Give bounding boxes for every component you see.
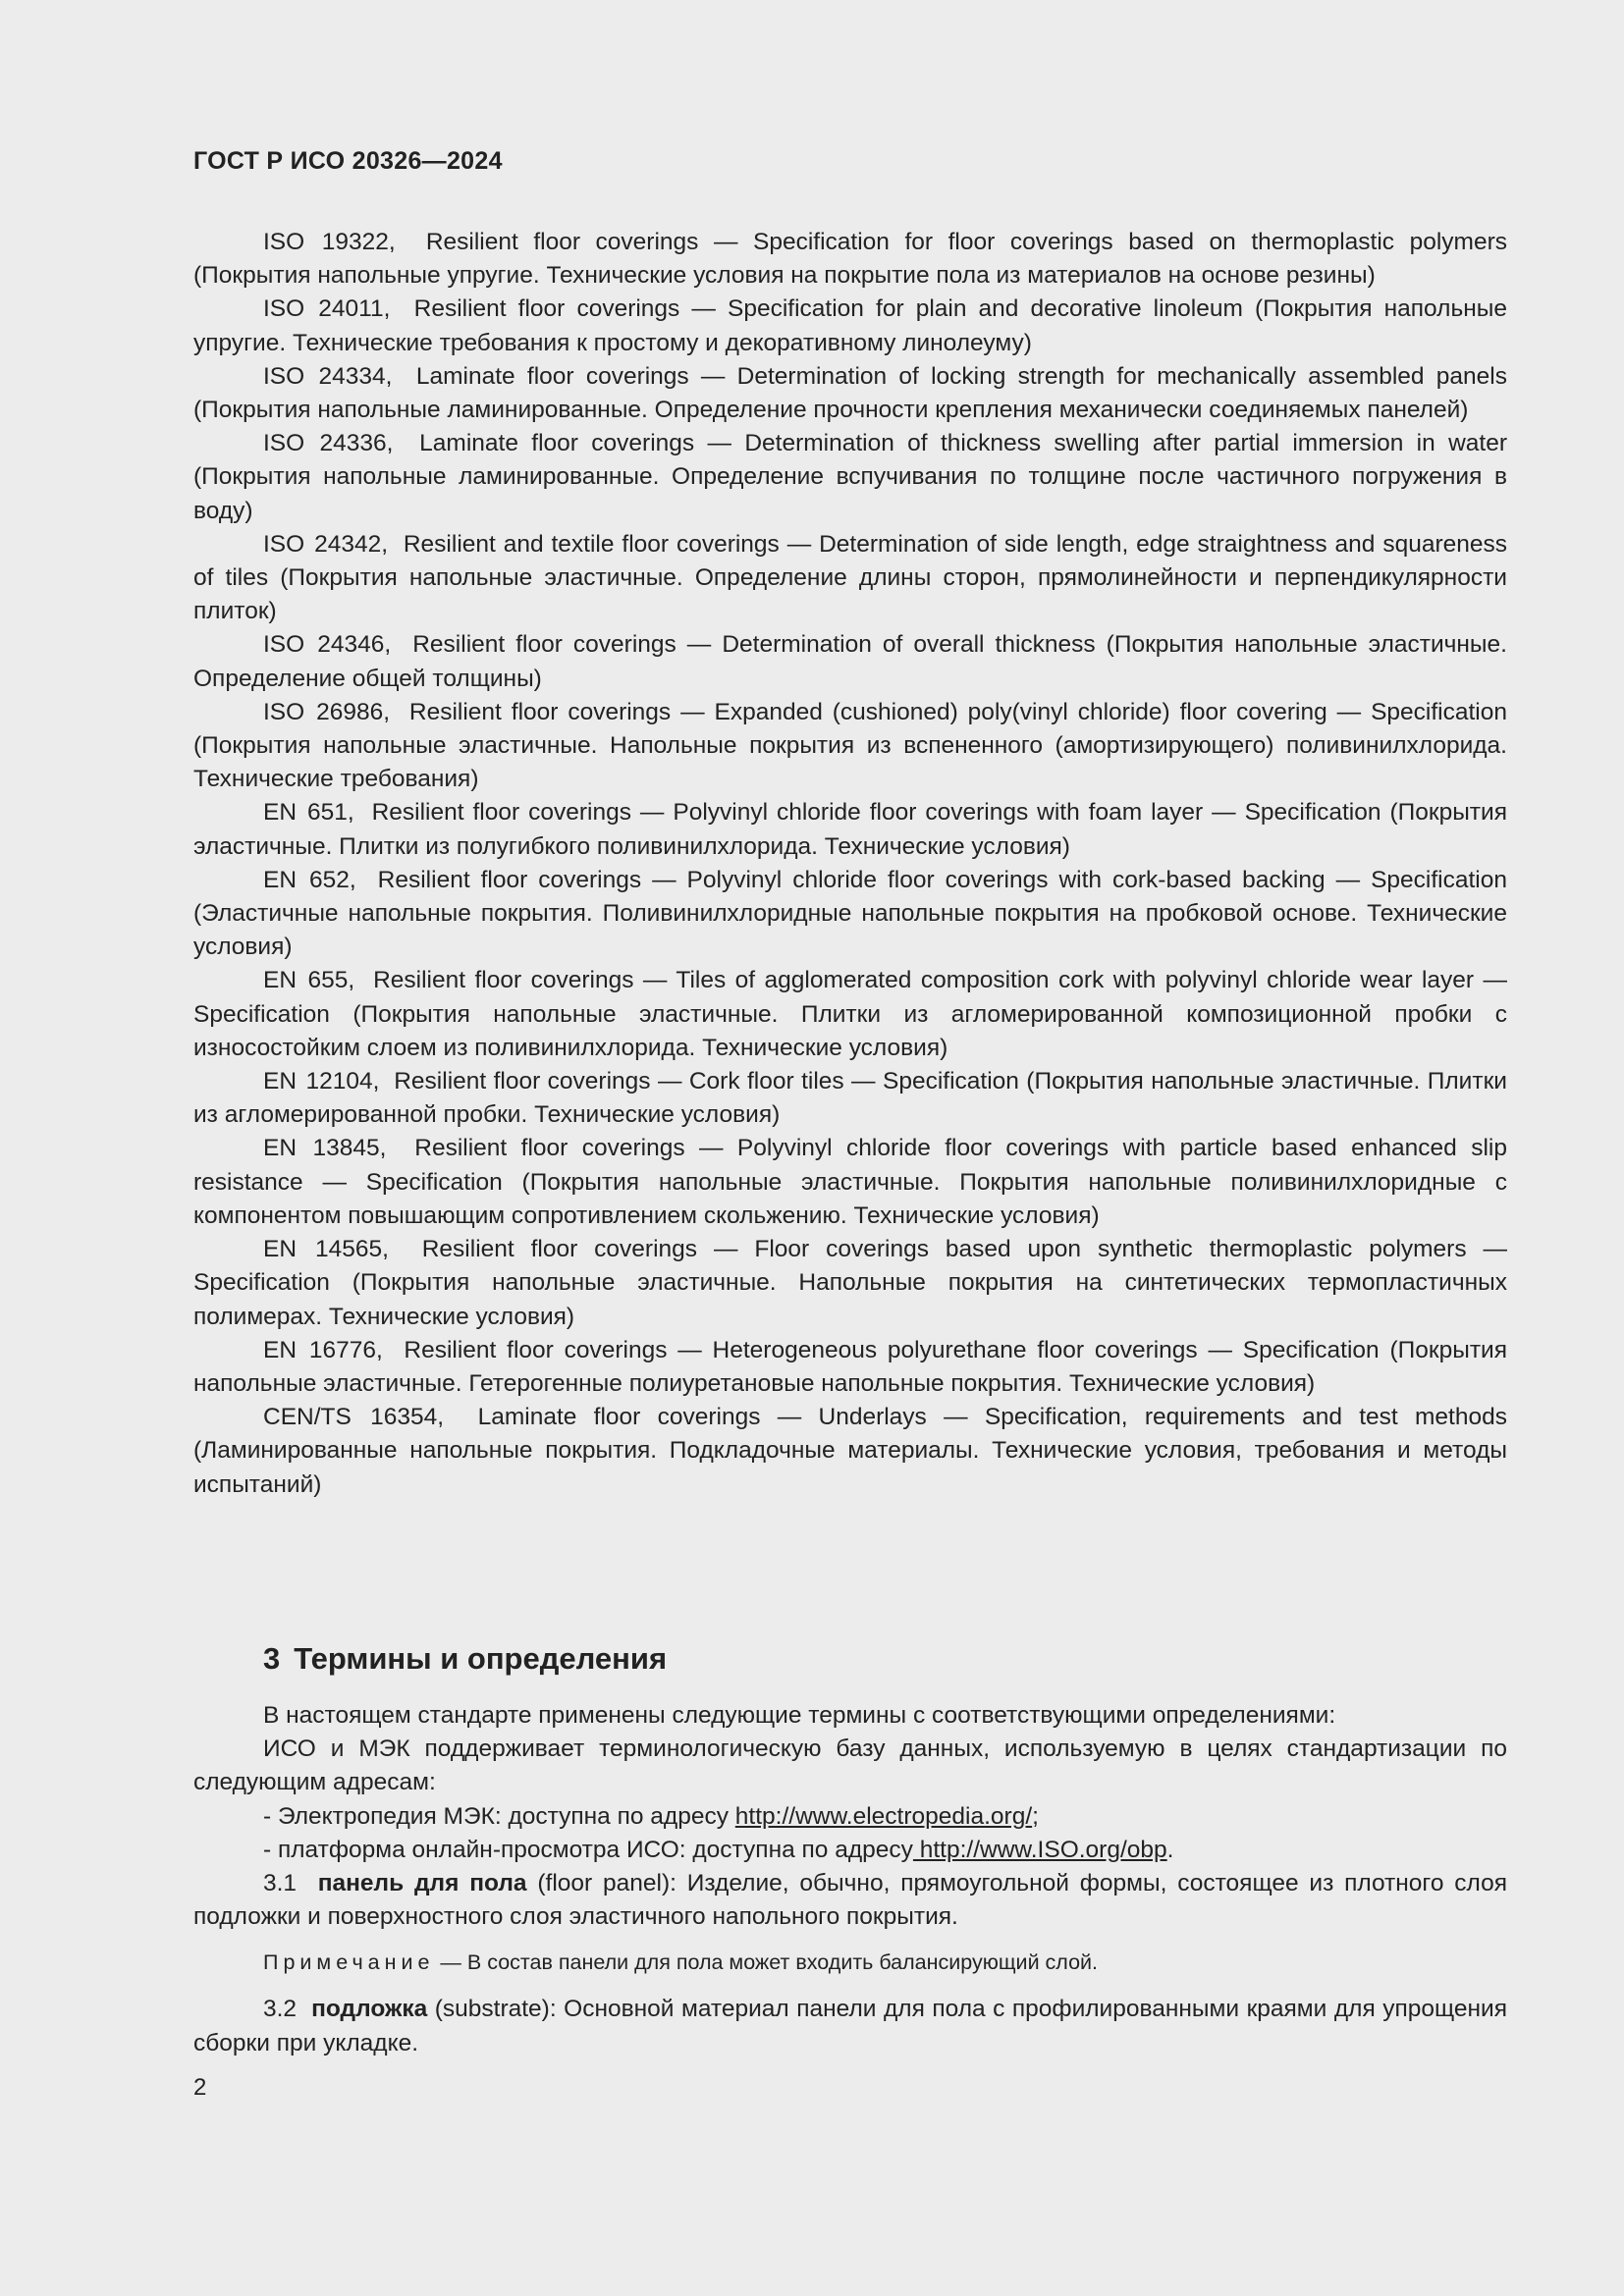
page-number: 2 (193, 2074, 207, 2101)
reference-code: ISO 24011, (263, 295, 391, 323)
reference-item (193, 864, 1507, 965)
reference-item (193, 1065, 1507, 1132)
reference-item (193, 528, 1507, 629)
section-number: 3 (263, 1641, 281, 1676)
reference-text: Resilient and textile floor coverings — Determination of side length, edge straightness and squareness of tiles (Покрытия напольные эластичные. Определение длины сторон, прямолинейности и перпендикулярности плиток) (193, 530, 1507, 625)
note-text: — В состав панели для пола может входить балансирующий слой. (434, 1950, 1099, 1975)
normative-references-list (193, 226, 1507, 1502)
intro-paragraph: В настоящем стандарте применены следующие термины с соответствующими определениями: (263, 1702, 1336, 1729)
electropedia-link[interactable]: http://www.electropedia.org/ (734, 1802, 1033, 1830)
reference-item (193, 427, 1507, 528)
reference-code: EN 651, (263, 799, 354, 827)
reference-text: Laminate floor coverings — Determination of locking strength for mechanically assembled panels (Покрытия напольные ламинированные. Определение прочности крепления механически соединяемых панелей) (193, 362, 1507, 424)
reference-code: EN 12104, (263, 1068, 380, 1095)
reference-text: Resilient floor coverings — Cork floor tiles — Specification (Покрытия напольные эластичные. Плитки из агломерированной пробки. Технические условия) (193, 1068, 1507, 1129)
reference-item (193, 628, 1507, 695)
section-title-text: Термины и определения (294, 1641, 668, 1676)
term-entry-floor-panel (193, 1867, 1507, 1934)
section-heading (263, 1641, 667, 1677)
term-name: подложка (311, 1996, 428, 2023)
reference-text: Laminate floor coverings — Determination of thickness swelling after partial immersion in water (Покрытия напольные ламинированные. Определение вспучивания по толщине после частичного погружения в воду) (193, 430, 1507, 524)
reference-item (193, 1334, 1507, 1401)
document-header: ГОСТ Р ИСО 20326—2024 (193, 147, 503, 175)
reference-code: EN 655, (263, 967, 355, 994)
reference-code: ISO 24346, (263, 631, 392, 659)
term-entry-substrate (193, 1993, 1507, 2059)
list-item-electropedia (193, 1800, 1507, 1834)
reference-text: Resilient floor coverings — Polyvinyl chloride floor coverings with cork-based backing — Specification (Эластичные напольные покрытия. Поливинилхлоридные напольные покрытия на пробковой основе. Технические условия) (193, 866, 1507, 961)
reference-item (193, 964, 1507, 1065)
iso-iec-paragraph: ИСО и МЭК поддерживает терминологическую базу данных, используемую в целях стандартизации по следующим адресам: (193, 1735, 1507, 1796)
reference-text: Resilient floor coverings — Polyvinyl chloride floor coverings with particle based enhanced slip resistance — Specification (Покрытия напольные эластичные. Покрытия напольные поливинилхлоридные с компонентом повышающим сопротивлением скольжению. Технические условия) (193, 1135, 1507, 1229)
reference-item (193, 1233, 1507, 1334)
term-number: 3.1 (263, 1870, 298, 1897)
reference-code: EN 13845, (263, 1135, 387, 1162)
term-definition: (substrate): Основной материал панели для пола с профилированными краями для упрощения сборки при укладке. (193, 1996, 1507, 2056)
reference-code: EN 16776, (263, 1336, 383, 1363)
reference-item (193, 696, 1507, 797)
reference-code: EN 14565, (263, 1236, 389, 1263)
note-paragraph (193, 1948, 1507, 1977)
reference-code: ISO 24334, (263, 362, 393, 390)
reference-code: ISO 24336, (263, 430, 394, 457)
reference-item (193, 796, 1507, 863)
list-item-iso-obp (193, 1834, 1507, 1867)
reference-item (193, 226, 1507, 293)
reference-text: Resilient floor coverings — Polyvinyl chloride floor coverings with foam layer — Specification (Покрытия эластичные. Плитки из полугибкого поливинилхлорида. Технические условия) (193, 799, 1507, 860)
reference-code: ISO 19322, (263, 229, 396, 255)
reference-text: Resilient floor coverings — Expanded (cushioned) poly(vinyl chloride) floor covering — Specification (Покрытия напольные эластичные. Напольные покрытия из вспененного (амортизирующего) поливинилхлорида. Технические требования) (193, 698, 1507, 793)
reference-text: Resilient floor coverings — Floor coverings based upon synthetic thermoplastic polymers — Specification (Покрытия напольные эластичные. Напольные покрытия на синтетических термопластичных полимерах. Технические условия) (193, 1236, 1507, 1330)
list-item-suffix: . (1166, 1836, 1174, 1863)
list-item-text: - Электропедия МЭК: доступна по адресу (263, 1802, 735, 1830)
iso-obp-link[interactable]: http://www.ISO.org/obp (912, 1836, 1167, 1863)
list-item-suffix: ; (1032, 1802, 1039, 1830)
reference-item (193, 293, 1507, 359)
reference-item (193, 360, 1507, 427)
note-label: Примечание (263, 1950, 435, 1975)
reference-text: Resilient floor coverings — Tiles of agglomerated composition cork with polyvinyl chloride wear layer — Specification (Покрытия напольные эластичные. Плитки из агломерированной композиционной пробки с износостойким слоем из поливинилхлорида. Технические условия) (193, 967, 1507, 1061)
term-number: 3.2 (263, 1996, 298, 2023)
reference-code: EN 652, (263, 866, 356, 893)
reference-text: Laminate floor coverings — Underlays — Specification, requirements and test methods (Ламинированные напольные покрытия. Подкладочные материалы. Технические условия, требования и методы испытаний) (193, 1404, 1507, 1498)
reference-item (193, 1401, 1507, 1502)
reference-text: Resilient floor coverings — Heterogeneous polyurethane floor coverings — Specification (Покрытия напольные эластичные. Гетерогенные полиуретановые напольные покрытия. Технические условия) (193, 1336, 1508, 1397)
term-name: панель для пола (317, 1870, 527, 1897)
reference-code: CEN/TS 16354, (263, 1404, 445, 1431)
reference-text: Resilient floor coverings — Determination of overall thickness (Покрытия напольные эластичные. Определение общей толщины) (193, 631, 1507, 692)
reference-code: ISO 24342, (263, 530, 389, 558)
section-body (193, 1699, 1507, 2060)
reference-code: ISO 26986, (263, 698, 391, 725)
reference-text: Resilient floor coverings — Specification for floor coverings based on thermoplastic polymers (Покрытия напольные упругие. Технические условия на покрытие пола из материалов на основе резины) (193, 229, 1507, 290)
reference-text: Resilient floor coverings — Specification for plain and decorative linoleum (Покрытия напольные упругие. Технические требования к простому и декоративному линолеуму) (193, 295, 1507, 356)
reference-item (193, 1132, 1507, 1233)
term-definition: (floor panel): Изделие, обычно, прямоугольной формы, состоящее из плотного слоя подложки и поверхностного слоя эластичного напольного покрытия. (193, 1870, 1507, 1931)
list-item-text: - платформа онлайн-просмотра ИСО: доступна по адресу (263, 1836, 913, 1863)
